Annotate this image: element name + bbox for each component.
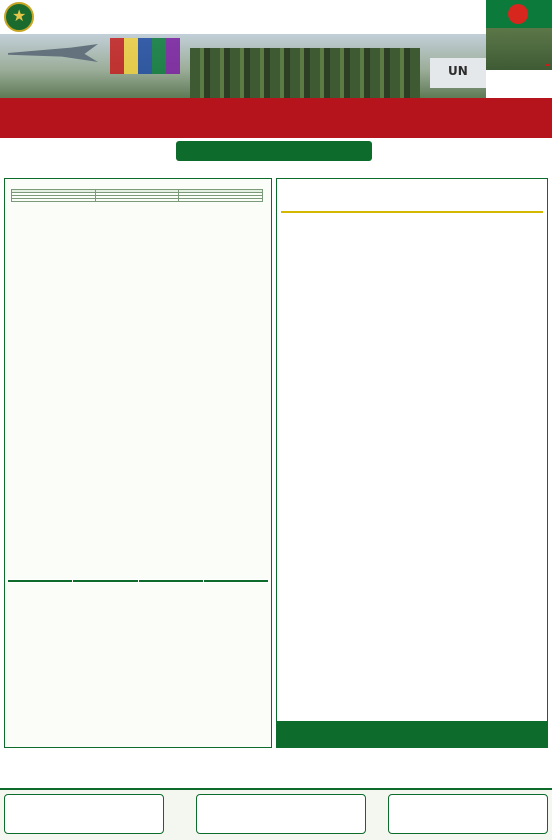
footer [0, 788, 552, 840]
table-header [138, 580, 203, 583]
intro-text [5, 179, 271, 185]
table-header [8, 580, 73, 583]
right-column [276, 178, 548, 722]
fraud-warning-box [196, 794, 366, 834]
warning-notice [0, 98, 552, 138]
application-dates [130, 163, 420, 175]
flags-image [110, 38, 180, 74]
portrait-image [486, 0, 552, 70]
army-emblem-icon [4, 2, 34, 32]
banner-photo [0, 34, 486, 98]
benefits-box [4, 794, 164, 834]
table-cell [179, 199, 263, 202]
page-title [38, 2, 478, 32]
table-header [203, 580, 268, 583]
table-row [12, 199, 263, 202]
header [0, 0, 552, 34]
fraud-hotline [276, 722, 548, 748]
soldiers-image [190, 48, 420, 98]
un-vehicle-image [430, 58, 486, 88]
table-cell [12, 199, 96, 202]
flag-disc-icon [508, 4, 528, 24]
contact-address-box [388, 794, 548, 834]
mujib-logo [546, 64, 550, 66]
table-header [73, 580, 138, 583]
table-cell [95, 199, 179, 202]
left-column [4, 178, 272, 748]
section-heading [176, 141, 372, 161]
helpline-box [281, 211, 543, 213]
exam-center-table [7, 579, 269, 583]
jet-icon [8, 44, 98, 62]
physical-table [11, 189, 263, 202]
